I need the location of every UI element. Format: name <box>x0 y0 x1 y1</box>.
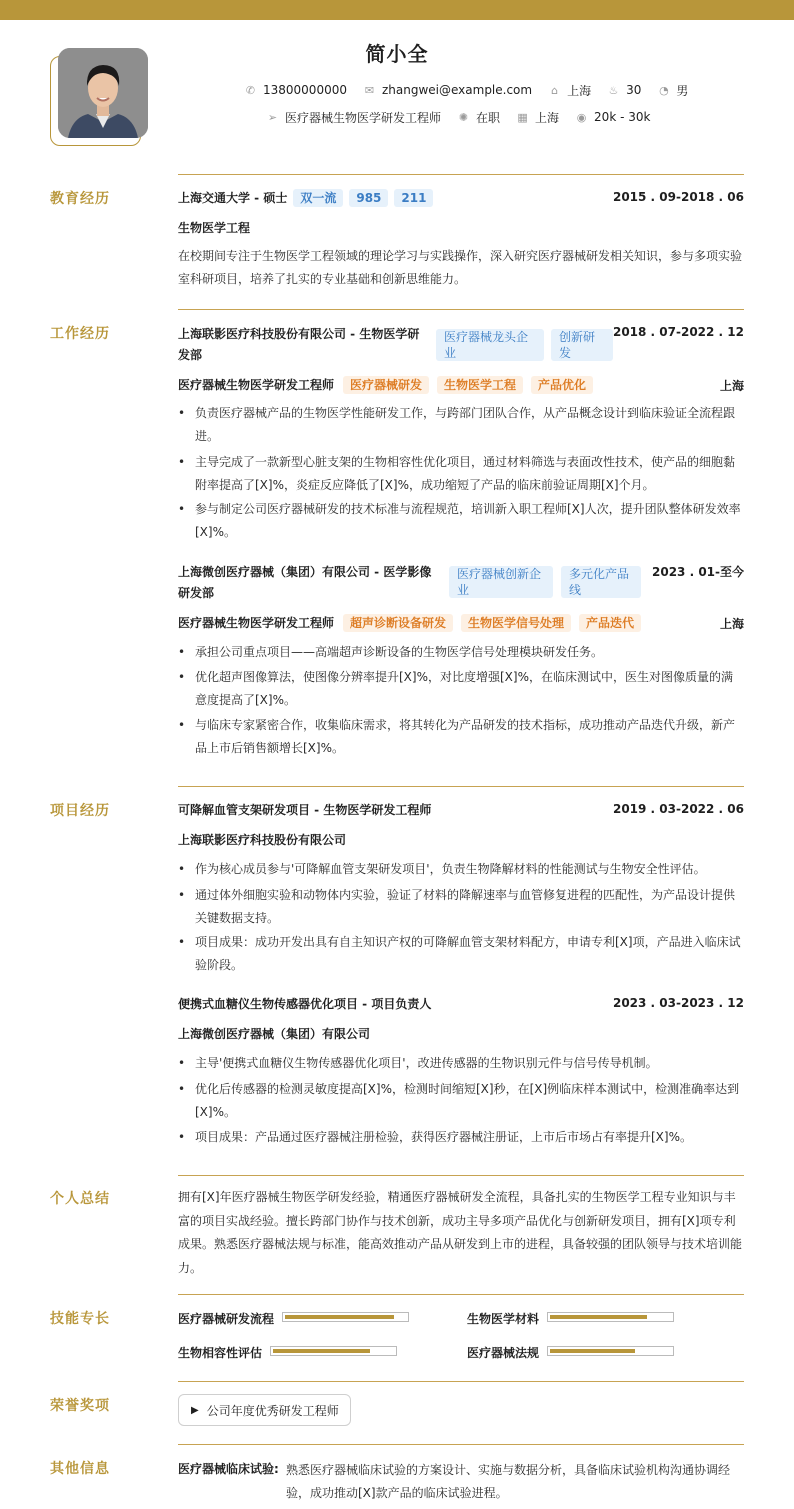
tag-line: 医疗器械龙头企 <box>444 330 529 344</box>
list-item: • 通过体外细胞实验和动物体内实验，验证了材料的降解速率与血管修复进程的匹配性，为产品设计提供关键数据支持。 <box>178 884 744 930</box>
skill-tag: 超声诊断设备研发 <box>343 614 453 632</box>
skill-tag: 产品迭代 <box>579 614 641 632</box>
tag-line: 发 <box>559 346 572 360</box>
company-line: 上海微创医疗器械（集团）有限公司 - 医学影像 <box>178 565 432 579</box>
company-tag <box>449 566 553 598</box>
gender-icon: ◔ <box>659 83 669 97</box>
skill-fill <box>285 1315 394 1319</box>
project-title: 可降解血管支架研发项目 - 生物医学研发工程师 <box>178 803 432 817</box>
city-text: 上海 <box>535 110 560 125</box>
education-desc: 在校期间专注于生物医学工程领域的理论学习与实践操作，深入研究医疗器械研发相关知识，参与多项实验室科研项目，培养了扎实的专业基础和创新思维能力。 <box>178 249 743 286</box>
section-title-summary: 个人总结 <box>50 1191 110 1207</box>
company-tag <box>551 329 613 361</box>
edu-tag: 双一流 <box>293 189 343 207</box>
list-item: • 与临床专家紧密合作，收集临床需求，将其转化为产品研发的技术指标，成功推动产品迭代升级，新产品上市后销售额增长[X]%。 <box>178 714 744 760</box>
job-intent-row <box>266 108 666 126</box>
company-line: 研发部 <box>178 586 215 600</box>
gender-text: 男 <box>676 83 689 98</box>
education-header <box>178 189 433 207</box>
tag-line: 多元化产品 <box>569 567 630 581</box>
company-tag <box>561 566 641 598</box>
email-text: zhangwei@example.com <box>381 83 533 97</box>
project-date: 2019 . 03-2022 . 06 <box>612 802 744 816</box>
other-label: 医疗器械临床试验: <box>178 1462 279 1476</box>
mail-icon: ✉ <box>364 83 375 97</box>
divider <box>178 786 744 787</box>
summary-text: 拥有[X]年医疗器械生物医学研发经验，精通医疗器械研发全流程，具备扎实的生物医学工程专业知识与丰富的项目实战经验。擅长跨部门协作与技术创新，成功主导多项产品优化与创新研发项目，拥有[X]项专利成果。熟悉医疗器械法规与标准，能高效推动产品从研发到上市的进程，具备较强的团队领导与技术培训能力。 <box>178 1190 743 1275</box>
phone-icon: ✆ <box>245 83 256 97</box>
list-item: • 负责医疗器械产品的生物医学性能研发工作，与跨部门团队合作，从产品概念设计到临床验证全流程跟进。 <box>178 402 744 448</box>
location-text: 上海 <box>567 83 592 98</box>
salary-item <box>575 110 650 124</box>
skill-tag: 生物医学工程 <box>437 376 523 394</box>
status-item <box>457 109 500 126</box>
list-item: • 优化后传感器的检测灵敏度提高[X]%，检测时间缩短[X]秒，在[X]例临床样本测试中，检测准确率达到[X]%。 <box>178 1078 744 1124</box>
company-tag <box>436 329 544 361</box>
skill-name: 生物相容性评估 <box>178 1346 263 1360</box>
section-title-work: 工作经历 <box>50 326 110 342</box>
award-text: 公司年度优秀研发工程师 <box>206 1403 339 1418</box>
list-item: • 承担公司重点项目——高端超声诊断设备的生物医学信号处理模块研发任务。 <box>178 641 744 664</box>
divider <box>178 1175 744 1176</box>
building-icon: ▦ <box>517 110 528 124</box>
work-company <box>178 324 428 366</box>
location-item <box>548 82 591 99</box>
phone-item <box>244 83 347 97</box>
skill-fill <box>550 1315 647 1319</box>
school-name: 上海交通大学 - 硕士 <box>178 191 288 205</box>
skill-bar <box>270 1346 397 1356</box>
list-item: • 优化超声图像算法，使图像分辨率提升[X]%，对比度增强[X]%，在临床测试中，医生对图像质量的满意度提高了[X]%。 <box>178 666 744 712</box>
list-item: • 参与制定公司医疗器械研发的技术标准与流程规范，培训新入职工程师[X]人次，提升团队整体研发效率[X]%。 <box>178 498 744 544</box>
work-city: 上海 <box>719 617 744 631</box>
skill-fill <box>550 1349 635 1353</box>
role-title: 医疗器械生物医学研发工程师 <box>178 616 335 630</box>
status-text: 在职 <box>476 110 501 125</box>
skill-bar <box>282 1312 409 1322</box>
work-date: 2018 . 07-2022 . 12 <box>612 325 744 339</box>
contact-row <box>244 81 704 99</box>
position-text: 医疗器械生物医学研发工程师 <box>285 110 442 125</box>
list-item: • 项目成果：成功开发出具有自主知识产权的可降解血管支架材料配方，申请专利[X]项，产品进入临床试验阶段。 <box>178 931 744 977</box>
position-item <box>266 109 441 126</box>
work-role-row <box>178 376 593 394</box>
other-text <box>286 1459 746 1505</box>
divider <box>178 309 744 310</box>
edu-tag: 985 <box>349 189 388 207</box>
skill-name: 医疗器械研发流程 <box>178 1312 275 1326</box>
section-title-education: 教育经历 <box>50 191 110 207</box>
avatar <box>58 48 148 138</box>
play-icon: ▶ <box>191 1404 199 1416</box>
award-item[interactable] <box>178 1394 351 1426</box>
tag-line: 业 <box>444 346 457 360</box>
divider <box>178 1444 744 1445</box>
edu-tag: 211 <box>394 189 433 207</box>
money-icon: ◉ <box>576 110 587 124</box>
age-item <box>607 83 641 97</box>
city-item <box>516 109 559 126</box>
tag-line: 线 <box>569 583 582 597</box>
project-company: 上海联影医疗科技股份有限公司 <box>178 833 347 847</box>
list-item: • 作为核心成员参与'可降解血管支架研发项目'，负责生物降解材料的性能测试与生物安全性评估。 <box>178 858 744 881</box>
company-line: 发部 <box>178 348 203 362</box>
work-date: 2023 . 01-至今 <box>652 565 744 579</box>
section-title-awards: 荣誉奖项 <box>50 1398 110 1414</box>
role-title: 医疗器械生物医学研发工程师 <box>178 378 335 392</box>
company-line: 上海联影医疗科技股份有限公司 - 生物医学研 <box>178 327 420 341</box>
skill-tag: 生物医学信号处理 <box>461 614 571 632</box>
other-line: 熟悉医疗器械临床试验的方案设计、实施与数据分析，具备临床试验机构沟通协调经 <box>286 1463 731 1477</box>
cake-icon: ♨ <box>608 83 619 97</box>
candidate-name: 简小全 <box>365 42 429 66</box>
age-text: 30 <box>626 83 642 97</box>
skill-tag: 医疗器械研发 <box>343 376 429 394</box>
section-title-skills: 技能专长 <box>50 1311 110 1327</box>
list-item: • 主导完成了一款新型心脏支架的生物相容性优化项目，通过材料筛选与表面改性技术，使产品的细胞黏附率提高了[X]%，炎症反应降低了[X]%，成功缩短了产品的临床前验证周期[X]个月。 <box>178 451 744 497</box>
list-item: • 项目成果：产品通过医疗器械注册检验，获得医疗器械注册证，上市后市场占有率提升[X]%。 <box>178 1126 744 1149</box>
project-date: 2023 . 03-2023 . 12 <box>612 996 744 1010</box>
top-accent-bar <box>0 0 794 20</box>
gender-item <box>657 82 688 99</box>
section-title-project: 项目经历 <box>50 803 110 819</box>
tag-line: 医疗器械创新企 <box>457 567 542 581</box>
phone-text: 13800000000 <box>263 83 347 97</box>
skill-name: 生物医学材料 <box>467 1312 540 1326</box>
divider <box>178 174 744 175</box>
work-role-row <box>178 614 641 632</box>
skill-bar <box>547 1346 674 1356</box>
work-city: 上海 <box>719 379 744 393</box>
work-company <box>178 562 438 604</box>
other-line: 验，成功推动[X]款产品的临床试验进程。 <box>286 1486 508 1500</box>
section-title-other: 其他信息 <box>50 1461 110 1477</box>
skill-fill <box>273 1349 370 1353</box>
tag-line: 业 <box>457 583 470 597</box>
email-item <box>363 83 532 97</box>
major: 生物医学工程 <box>178 221 251 235</box>
tag-line: 创新研 <box>559 330 596 344</box>
project-title: 便携式血糖仪生物传感器优化项目 - 项目负责人 <box>178 997 432 1011</box>
list-item: • 主导'便携式血糖仪生物传感器优化项目'，改进传感器的生物识别元件与信号传导机制。 <box>178 1052 744 1075</box>
skill-bar <box>547 1312 674 1322</box>
skill-tag: 产品优化 <box>531 376 593 394</box>
send-icon: ➢ <box>267 110 278 124</box>
divider <box>178 1294 744 1295</box>
divider <box>178 1381 744 1382</box>
home-icon: ⌂ <box>551 83 559 97</box>
skill-name: 医疗器械法规 <box>467 1346 540 1360</box>
education-date: 2015 . 09-2018 . 06 <box>612 190 744 204</box>
salary-text: 20k - 30k <box>594 110 651 124</box>
status-icon: ✺ <box>458 110 469 124</box>
project-company: 上海微创医疗器械（集团）有限公司 <box>178 1027 371 1041</box>
